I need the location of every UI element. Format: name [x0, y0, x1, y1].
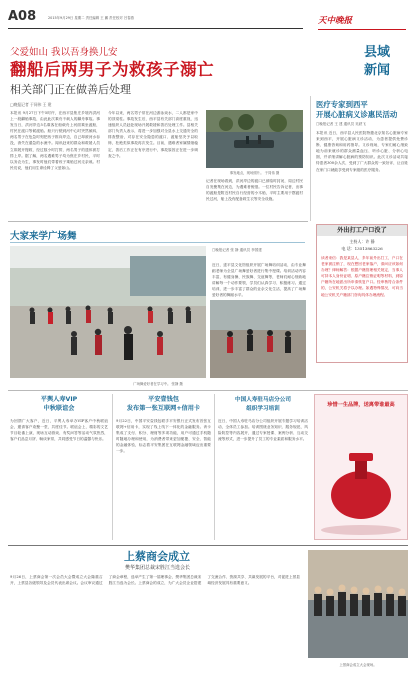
medical-body: 本报讯 近日，西平县人民医院特邀北京知名心脏病专家来到西平，开展心脏病义诊活动，为患者提供免费诊断、健康咨询和用药指导。义诊现场，专家们耐心细致地为前来就诊的群众测量血压、听诊心脏、分析心电图，并详细讲解心脏病的预防知识。此次义诊活动共接待患者300余人次，受到了广大群众的一致好评，让百姓在家门口就能享受到专家级的医疗服务。 — [316, 131, 408, 172]
dance-title: 大家来学广场舞 — [10, 231, 77, 242]
qa-body: 读者来信：我是某县人，多年前外出打工，户口在老家被注销了，现在想回老家落户，请问应该如何办理？律师解答：根据户籍管理相关规定，当事人可持本人身份证明、原户籍注销证明等材料，到原户籍所在地派出所申请恢复户口。经审核符合条件的，公安机关将予以办理。如遇特殊情况，可向当地公安机关户籍部门咨询具体办理流程。 — [321, 256, 403, 297]
page-code: A08 — [8, 9, 37, 24]
bottom-col-3-body: 近日，中国人寿驻马店分公司组织开展专题学习培训活动，全体员工参加。培训围绕业务知识、服务规范、风险防控等内容展开，通过专家授课、案例分析、互动交流等形式，进一步提升了员工的专业素质和服务水平。 — [218, 419, 308, 442]
chamber-photo — [308, 550, 408, 658]
lead-headline: 翻船后两男子为救孩子溺亡 — [10, 60, 214, 79]
dance-photo-2 — [210, 300, 306, 378]
brand-ad-headline: 珍惜一生品牌，送离带谁最高 — [327, 402, 395, 408]
dance-photo-svg — [10, 246, 206, 378]
qa-host: 主持人：许 静 — [349, 239, 375, 244]
chamber-title: 上蔡商会成立 — [124, 550, 190, 563]
lead-col-3: 记者在现场看到，洪河岸边的渡口已被临时封闭，周边村民自发聚集在河边，为遇难者惋惜。一位村民告诉记者，出事的渡船是附近村民自行经营的小木船，平时主要用于摆渡村民过河，船上没有配备救生衣等安全设施。 — [206, 179, 303, 202]
medical-byline: □晚报记者 王 建 通讯员 吴跃飞 — [316, 122, 366, 126]
dance-body: 近日，遂平县文化馆组织开展广场舞培训活动，由专业舞蹈老师为全县广场舞爱好者进行集中授课。培训活动内容丰富，有健身操、民族舞、交谊舞等，老师们耐心细致地讲解每一个动作要领，学员们认真学习、积极练习。通过培训，进一步丰富了群众的业余文化生活，提高了广场舞爱好者的舞蹈水平。 — [212, 263, 306, 298]
brand-logo — [318, 8, 406, 30]
dance-byline: □晚报记者 张 静 通讯员 李国建 — [212, 248, 262, 252]
bottom-col-1-body: 为回馈广大客户，近日，平舆人寿举办VIP客户中秋联谊会，邀请客户欢聚一堂，共度佳节。联谊会上，精彩的文艺节目轮番上演，现场互动游戏、有奖问答等活动气氛热烈，客户们品尝月饼、畅谈家常，共同感受节日的温馨与快乐。 — [10, 419, 108, 442]
bottom-col-1-title: 平舆人寿VIP 中秋联谊会 — [40, 396, 78, 412]
qa-phone: 电 话：13513863226 — [341, 246, 383, 251]
lead-byline: □晚报记者 于同伟 王 建 — [10, 102, 52, 107]
bottom-col-3-title: 中国人寿驻马店分公司 组织学习培训 — [235, 397, 291, 412]
section-name: 县域 新闻 — [363, 45, 390, 78]
accident-photo — [206, 110, 303, 168]
brand-ad — [314, 394, 408, 540]
chamber-photo-caption: 上蔡商会成立大会现场。 — [339, 663, 377, 667]
accident-photo-caption: 事发地点，现场照片。 于同伟 摄 — [229, 171, 280, 175]
qa-title: 外出打工户口没了 — [317, 225, 407, 236]
bottom-col-2-body: 9月22日，中国平安壹钱包联手平安银行正式发布首张互联网+信用卡，实现了线上线下一体化的金融服务。该卡集成了支付、积分、理财等多项功能，用户可通过手机随时随地办理和使用，为消费者带来更加便捷、安全、智能的金融体验，标志着平安集团在互联网金融领域迈出重要一步。 — [116, 419, 211, 454]
page-meta: 2015年9月29日 星期二 责任编辑 王 鹏 责任校对 吕春燕 — [48, 16, 134, 20]
qa-box — [316, 224, 408, 363]
chamber-body: 9月26日，上蔡商会第一次会员大会暨成立大会隆重召开，上蔡县各级领导及会员代表出席会议。会议审议通过了商会章程，选举产生了第一届理事会，樊华集团总裁宋胜江当选为会长。上蔡商会的成立，为广大会员企业搭建了交流合作、资源共享、共谋发展的平台，对促进上蔡县域经济发展具有重要意义。 — [10, 575, 300, 586]
dance-photo — [10, 246, 206, 378]
accident-photo-svg — [206, 110, 303, 168]
lead-col-2: 今年以来，两名男子常在河边游泳戏水，二人都是家中的顶梁柱。事故发生后，西平县有关部门高度重视，迅速组织人员赶赴现场开展救援和善后处理工作。县相关部门负责人表示，将进一步加强对全县水上交通安全的排查整治，对存在安全隐患的渡口、渡船坚决予以取缔，杜绝类似事故再次发生。目前，遇难者家属情绪稳定，善后工作正在有序进行中，事故原因正在进一步调查之中。 — [108, 111, 198, 158]
chamber-subtitle: 樊华集团总裁宋胜江当选会长 — [124, 565, 190, 571]
dance-photo-caption: 广场舞爱好者在学习中。 张静 摄 — [133, 382, 183, 386]
brand-ad-graphic — [315, 435, 407, 535]
chamber-photo-svg — [308, 550, 408, 658]
brand-name: 天中晚报 — [318, 16, 353, 26]
dance-photo-2-svg — [210, 300, 306, 378]
lead-subhead: 相关部门正在做善后处理 — [10, 83, 131, 96]
lead-kicker: 父爱如山 我以吾身换儿安 — [10, 47, 118, 58]
lead-col-1: 本报讯 9月27日下午5时许，在西平县焦庄乡境内洪河上一段翻船事故，由此此次乘舟不载人的翻舟事故。事发当日，洪河岸边5名乘客在船载舟上河面乘坐渡船，村民在渡口等候渡船。船只行驶到河中心时突然倾斜，两名男子在危急时刻把孩子推向岸边，自己却被河水吞没，消失在湍急的水流中。闻讯赶来的群众和救援人员立即展开搜救，经过数小时打捞，两名男子的遗体被打捞上岸。据了解，两名遇难男子均为焦庄乡村民，平时以务农为生，事发时他们带着孩子乘船过河走亲戚。村民们说，他们用生命诠释了父爱如山。 — [10, 111, 100, 170]
bottom-col-2-title: 平安壹钱包 发布第一张互联网+信用卡 — [126, 396, 201, 412]
medical-title: 医疗专家到西平 开展心脏病义诊惠民活动 — [316, 100, 398, 119]
